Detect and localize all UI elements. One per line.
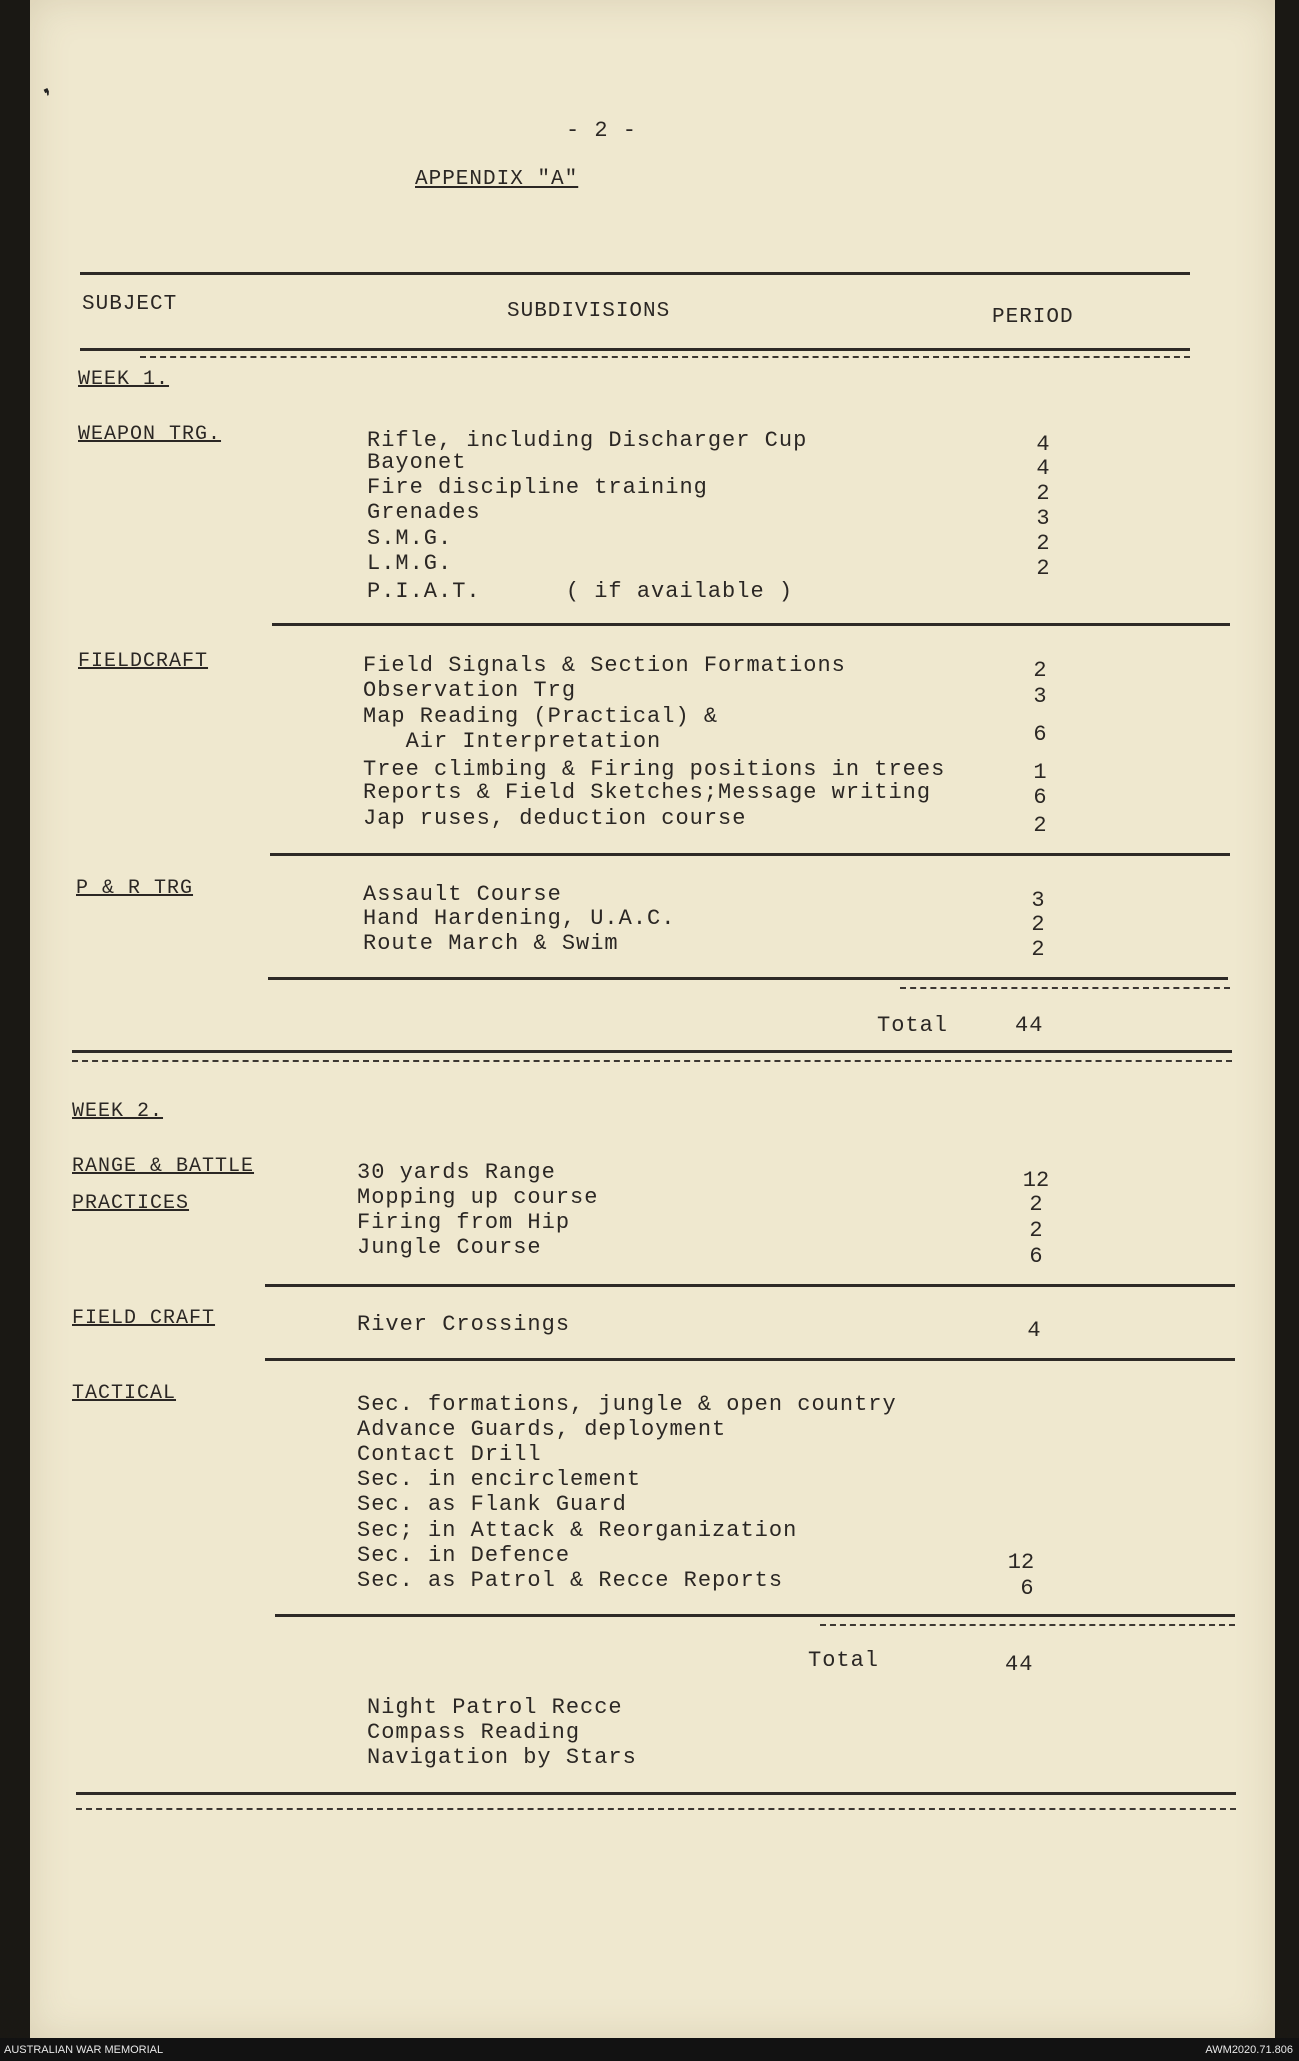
page-number: - 2 -: [566, 118, 638, 143]
week-1-label: WEEK 1.: [78, 368, 170, 391]
list-item: Sec; in Attack & Reorganization: [357, 1518, 798, 1543]
divider: [72, 1050, 1232, 1053]
list-item: Reports & Field Sketches;Message writing: [363, 780, 932, 805]
divider: [268, 977, 1228, 980]
subject-range-battle: RANGE & BATTLE: [72, 1155, 255, 1178]
list-item: Tree climbing & Firing positions in trees: [363, 757, 946, 782]
period-value: 3: [1036, 506, 1050, 531]
divider: [270, 853, 1230, 856]
list-item: Map Reading (Practical) &: [363, 704, 719, 729]
period-value: 12: [1022, 1168, 1050, 1193]
subject-pr-trg: P & R TRG: [76, 877, 194, 900]
list-item: Rifle, including Discharger Cup: [367, 428, 808, 453]
period-value: 2: [1029, 1192, 1043, 1217]
divider: [900, 987, 1230, 989]
list-item: Sec. as Patrol & Recce Reports: [357, 1568, 784, 1593]
ink-mark: ❜: [37, 83, 66, 119]
list-item: 30 yards Range: [357, 1160, 556, 1185]
period-value: 12: [1007, 1550, 1035, 1575]
list-item: Sec. as Flank Guard: [357, 1492, 627, 1517]
list-item: S.M.G.: [367, 526, 453, 551]
subject-fieldcraft: FIELDCRAFT: [78, 650, 209, 673]
list-item: P.I.A.T. ( if available ): [367, 579, 794, 604]
list-item: Navigation by Stars: [367, 1745, 637, 1770]
list-item: Contact Drill: [357, 1442, 542, 1467]
subject-tactical: TACTICAL: [72, 1382, 177, 1405]
total-value: 44: [1005, 1652, 1034, 1677]
period-value: 3: [1031, 888, 1045, 913]
period-value: 2: [1036, 481, 1050, 506]
period-value: 4: [1036, 432, 1050, 457]
list-item: Sec. formations, jungle & open country: [357, 1392, 897, 1417]
divider: [80, 348, 1190, 351]
period-value: 2: [1036, 556, 1050, 581]
subject-field-craft: FIELD CRAFT: [72, 1307, 216, 1330]
column-header-subdivisions: SUBDIVISIONS: [507, 300, 671, 323]
period-value: 4: [1027, 1318, 1041, 1343]
list-item: Sec. in Defence: [357, 1543, 571, 1568]
total-value: 44: [1015, 1013, 1044, 1038]
period-value: 1: [1033, 760, 1047, 785]
period-value: 6: [1033, 722, 1047, 747]
period-value: 6: [1029, 1244, 1043, 1269]
list-item: Field Signals & Section Formations: [363, 653, 846, 678]
list-item: Jap ruses, deduction course: [363, 806, 747, 831]
appendix-title: APPENDIX "A": [415, 168, 579, 191]
period-value: 2: [1031, 937, 1045, 962]
period-value: 2: [1036, 531, 1050, 556]
period-value: 2: [1033, 658, 1047, 683]
period-value: 3: [1033, 684, 1047, 709]
list-item: Bayonet: [367, 450, 467, 475]
footer-institution: AUSTRALIAN WAR MEMORIAL: [4, 2044, 164, 2056]
period-value: 6: [1020, 1576, 1034, 1601]
subject-practices: PRACTICES: [72, 1192, 190, 1215]
divider: [275, 1614, 1235, 1617]
divider: [76, 1808, 1236, 1810]
list-item: Sec. in encirclement: [357, 1467, 642, 1492]
period-value: 6: [1033, 785, 1047, 810]
list-item: Observation Trg: [363, 678, 577, 703]
period-value: 2: [1031, 912, 1045, 937]
list-item: Route March & Swim: [363, 931, 619, 956]
list-item: Air Interpretation: [363, 729, 662, 754]
divider: [140, 356, 1190, 358]
list-item: Advance Guards, deployment: [357, 1417, 727, 1442]
divider: [272, 623, 1230, 626]
divider: [265, 1284, 1235, 1287]
list-item: Fire discipline training: [367, 475, 708, 500]
list-item: Mopping up course: [357, 1185, 599, 1210]
total-label: Total: [877, 1013, 949, 1038]
divider: [265, 1358, 1235, 1361]
period-value: 4: [1036, 456, 1050, 481]
archive-footer: [0, 2038, 1299, 2061]
list-item: Hand Hardening, U.A.C.: [363, 906, 676, 931]
week-2-label: WEEK 2.: [72, 1100, 164, 1123]
list-item: Night Patrol Recce: [367, 1695, 623, 1720]
column-header-period: PERIOD: [992, 306, 1074, 329]
list-item: Assault Course: [363, 882, 562, 907]
divider: [76, 1792, 1236, 1795]
list-item: River Crossings: [357, 1312, 571, 1337]
list-item: Firing from Hip: [357, 1210, 571, 1235]
total-label: Total: [808, 1648, 880, 1673]
divider: [72, 1060, 1232, 1062]
list-item: Grenades: [367, 500, 481, 525]
list-item: Jungle Course: [357, 1235, 542, 1260]
divider: [820, 1624, 1235, 1626]
footer-accession-number: AWM2020.71.806: [1205, 2044, 1293, 2056]
list-item: Compass Reading: [367, 1720, 581, 1745]
subject-weapon-trg: WEAPON TRG.: [78, 423, 222, 446]
period-value: 2: [1033, 813, 1047, 838]
list-item: L.M.G.: [367, 551, 453, 576]
column-header-subject: SUBJECT: [82, 293, 178, 316]
divider: [80, 272, 1190, 275]
period-value: 2: [1029, 1218, 1043, 1243]
